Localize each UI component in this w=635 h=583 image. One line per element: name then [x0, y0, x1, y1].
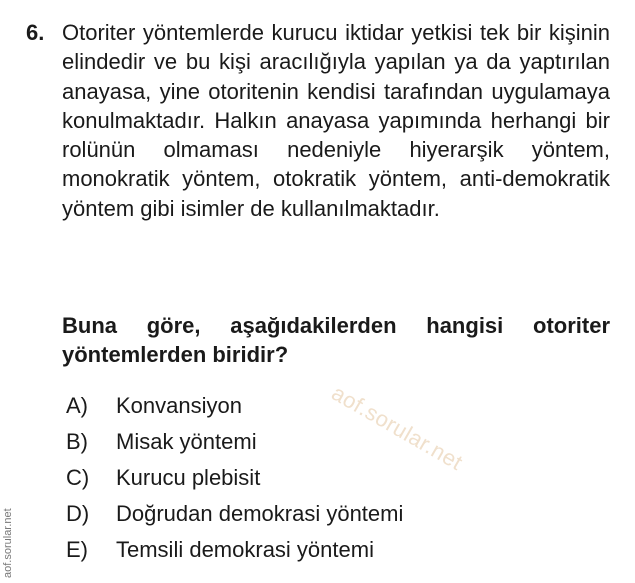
option-letter: E)	[66, 537, 88, 562]
question-number: 6.	[26, 20, 45, 45]
option-text: Misak yöntemi	[116, 429, 257, 454]
question-stem: Otoriter yöntemlerde kurucu iktidar yetkisi tek bir kişinin elindedir ve bu kişi aracılığıyla yapılan ya da yaptırılan anayasa, yine otoritenin kendisi tarafından uygulamaya konulmaktadır. Halkın anayasa yapımında herhangi bir rolünün olmaması nedeniyle hiyerarşik yöntem, monokratik yöntem, otokratik yöntem, anti-demokratik yöntem gibi isimler de kullanılmaktadır.	[62, 20, 610, 221]
option-letter: D)	[66, 501, 90, 526]
option-e[interactable]	[66, 532, 403, 568]
option-text: Kurucu plebisit	[116, 465, 261, 490]
option-text: Konvansiyon	[116, 393, 242, 418]
option-letter: A)	[66, 393, 88, 418]
option-c[interactable]	[66, 460, 403, 496]
side-watermark: aof.sorular.net	[2, 508, 14, 578]
question-prompt: Buna göre, aşağıdakilerden hangisi otoriter yöntemlerden biridir?	[62, 313, 610, 367]
option-d[interactable]	[66, 496, 403, 532]
option-letter: C)	[66, 465, 90, 490]
option-text: Temsili demokrasi yöntemi	[116, 537, 374, 562]
option-text: Doğrudan demokrasi yöntemi	[116, 501, 404, 526]
diagonal-watermark: aof.sorular.net	[327, 380, 468, 476]
option-b[interactable]	[66, 424, 403, 460]
option-letter: B)	[66, 429, 88, 454]
